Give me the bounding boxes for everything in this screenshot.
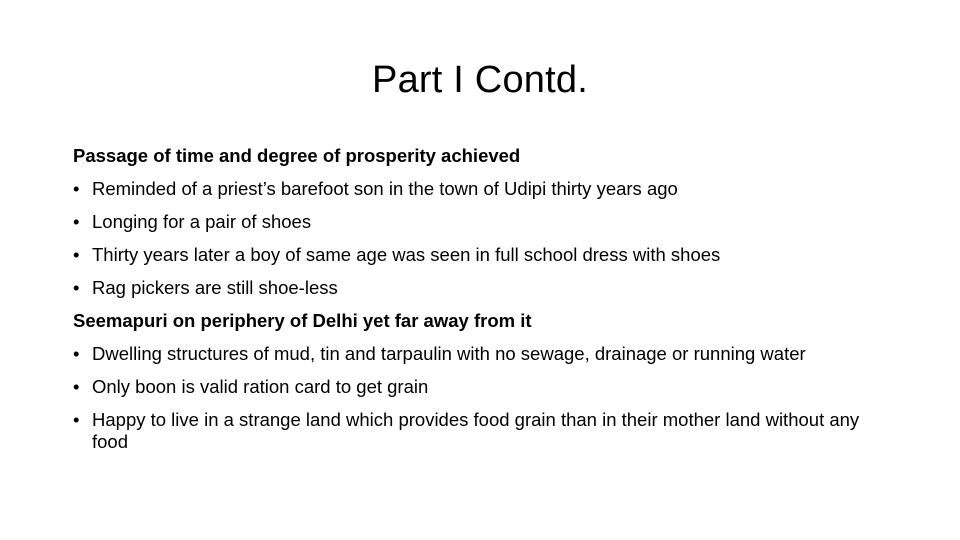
bullet-icon: • — [73, 244, 80, 265]
bullet-text: Thirty years later a boy of same age was seen in full school dress with shoes — [92, 244, 721, 265]
bullet-item — [73, 211, 873, 233]
bullet-icon: • — [73, 178, 80, 199]
bullet-text: Dwelling structures of mud, tin and tarpaulin with no sewage, drainage or running water — [92, 343, 806, 364]
bullet-icon: • — [73, 376, 80, 397]
bullet-icon: • — [73, 409, 80, 430]
bullet-list — [73, 178, 873, 299]
bullet-item — [73, 343, 873, 365]
bullet-icon: • — [73, 343, 80, 364]
bullet-text: Happy to live in a strange land which provides food grain than in their mother land without any food — [92, 409, 860, 452]
bullet-text: Reminded of a priest’s barefoot son in the town of Udipi thirty years ago — [92, 178, 678, 199]
bullet-text: Rag pickers are still shoe-less — [92, 277, 338, 298]
bullet-text: Longing for a pair of shoes — [92, 211, 312, 232]
bullet-item — [73, 376, 873, 398]
section-heading: Passage of time and degree of prosperity achieved — [73, 145, 521, 166]
bullet-item — [73, 244, 873, 266]
section-heading: Seemapuri on periphery of Delhi yet far away from it — [73, 310, 532, 331]
slide-content — [73, 145, 873, 464]
bullet-list — [73, 343, 873, 453]
slide-title: Part I Contd. — [372, 59, 588, 101]
bullet-item — [73, 277, 873, 299]
bullet-icon: • — [73, 211, 80, 232]
bullet-item — [73, 178, 873, 200]
bullet-icon: • — [73, 277, 80, 298]
bullet-text: Only boon is valid ration card to get grain — [92, 376, 429, 397]
bullet-item — [73, 409, 873, 453]
